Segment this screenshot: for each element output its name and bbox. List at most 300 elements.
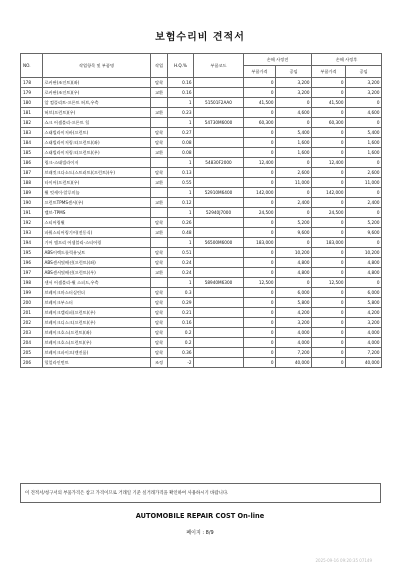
row-work: 교환 xyxy=(151,178,168,188)
row-after-part-price: 0 xyxy=(312,348,346,358)
row-hq: 0.16 xyxy=(168,78,194,88)
row-work: 탈착 xyxy=(151,258,168,268)
row-after-labor: 4,800 xyxy=(346,268,382,278)
row-hq: 0.13 xyxy=(168,168,194,178)
row-item-name: 힐얼라인먼트 xyxy=(43,358,151,368)
row-part-code xyxy=(194,318,244,328)
row-before-labor: 0 xyxy=(276,118,312,128)
row-part-code xyxy=(194,258,244,268)
row-hq: 0.2 xyxy=(168,338,194,348)
row-no: 197 xyxy=(21,268,43,278)
table-row xyxy=(21,358,382,368)
row-item-name: 스티어링휠 xyxy=(43,218,151,228)
table-row xyxy=(21,248,382,258)
row-before-part-price: 183,000 xyxy=(244,238,276,248)
row-item-name: 기어 앰프리 어셈블리-스티어링 xyxy=(43,238,151,248)
row-before-part-price: 0 xyxy=(244,308,276,318)
row-after-part-price: 0 xyxy=(312,298,346,308)
row-hq: 1 xyxy=(168,188,194,198)
row-work: 탈착 xyxy=(151,78,168,88)
row-before-part-price: 0 xyxy=(244,228,276,238)
row-work: 탈착 xyxy=(151,318,168,328)
row-item-name: 파워스티어링기어(전동식) xyxy=(43,228,151,238)
row-no: 179 xyxy=(21,88,43,98)
row-after-labor: 2,400 xyxy=(346,198,382,208)
row-hq: 0.21 xyxy=(168,308,194,318)
row-no: 203 xyxy=(21,328,43,338)
row-before-labor: 5,800 xyxy=(276,298,312,308)
row-before-part-price: 41,500 xyxy=(244,98,276,108)
row-part-code xyxy=(194,328,244,338)
row-before-part-price: 0 xyxy=(244,298,276,308)
row-before-labor: 3,200 xyxy=(276,88,312,98)
table-row xyxy=(21,188,382,198)
header-after-assessment: 손해 사정후 xyxy=(312,54,382,66)
row-before-labor: 40,000 xyxy=(276,358,312,368)
row-before-part-price: 0 xyxy=(244,258,276,268)
header-hq: H.Q.% xyxy=(168,54,194,78)
table-row xyxy=(21,288,382,298)
row-before-labor: 7,200 xyxy=(276,348,312,358)
row-item-name: 스태빌라이저링크(프런트)(좌) xyxy=(43,138,151,148)
row-part-code xyxy=(194,108,244,118)
row-before-part-price: 60,300 xyxy=(244,118,276,128)
row-work: 탈착 xyxy=(151,168,168,178)
row-work: 탈착 xyxy=(151,248,168,258)
table-row xyxy=(21,348,382,358)
row-before-labor: 3,200 xyxy=(276,78,312,88)
row-before-labor: 1,600 xyxy=(276,138,312,148)
header-part-code: 부품코드 xyxy=(194,54,244,78)
row-after-part-price: 0 xyxy=(312,258,346,268)
row-before-labor: 2,400 xyxy=(276,198,312,208)
row-hq: 0.08 xyxy=(168,148,194,158)
row-after-part-price: 0 xyxy=(312,248,346,258)
row-work: 교환 xyxy=(151,198,168,208)
table-row xyxy=(21,78,382,88)
row-after-part-price: 12,500 xyxy=(312,278,346,288)
row-after-labor: 2,600 xyxy=(346,168,382,178)
row-before-labor: 2,600 xyxy=(276,168,312,178)
row-after-labor: 5,200 xyxy=(346,218,382,228)
header-before-part-price: 부품가격 xyxy=(244,66,276,78)
row-part-code xyxy=(194,228,244,238)
row-before-part-price: 0 xyxy=(244,128,276,138)
row-before-part-price: 0 xyxy=(244,108,276,118)
row-hq: 0.48 xyxy=(168,228,194,238)
row-hq: 0.08 xyxy=(168,138,194,148)
row-part-code xyxy=(194,178,244,188)
row-hq: 0.2 xyxy=(168,328,194,338)
row-part-code xyxy=(194,198,244,208)
row-after-part-price: 0 xyxy=(312,78,346,88)
row-no: 186 xyxy=(21,158,43,168)
row-work xyxy=(151,118,168,128)
row-no: 184 xyxy=(21,138,43,148)
row-before-part-price: 0 xyxy=(244,198,276,208)
table-row xyxy=(21,308,382,318)
row-before-part-price: 0 xyxy=(244,318,276,328)
row-item-name: 스태빌라이저바(프런트) xyxy=(43,128,151,138)
row-work xyxy=(151,238,168,248)
table-row xyxy=(21,168,382,178)
row-after-part-price: 0 xyxy=(312,268,346,278)
row-work: 탈착 xyxy=(151,338,168,348)
row-item-name: 브레이크파이프(엔진룸) xyxy=(43,348,151,358)
row-item-name: 로커판(조인트)(좌) xyxy=(43,78,151,88)
row-after-labor: 0 xyxy=(346,98,382,108)
row-after-labor: 4,200 xyxy=(346,308,382,318)
row-work: 조정 xyxy=(151,358,168,368)
row-hq: 1 xyxy=(168,238,194,248)
row-before-part-price: 0 xyxy=(244,178,276,188)
row-after-labor: 3,200 xyxy=(346,88,382,98)
row-no: 180 xyxy=(21,98,43,108)
row-after-part-price: 0 xyxy=(312,198,346,208)
row-part-code: 52940J7000 xyxy=(194,208,244,218)
row-no: 201 xyxy=(21,308,43,318)
row-before-labor: 0 xyxy=(276,158,312,168)
page-number: 페이지 : 8/9 xyxy=(186,530,214,536)
row-hq: 0.26 xyxy=(168,218,194,228)
row-after-labor: 1,600 xyxy=(346,148,382,158)
table-row xyxy=(21,158,382,168)
table-row xyxy=(21,108,382,118)
row-part-code xyxy=(194,88,244,98)
row-no: 189 xyxy=(21,188,43,198)
row-before-part-price: 0 xyxy=(244,88,276,98)
row-work: 탈착 xyxy=(151,348,168,358)
row-after-labor: 0 xyxy=(346,158,382,168)
row-part-code: 54730M6000 xyxy=(194,118,244,128)
row-no: 190 xyxy=(21,198,43,208)
row-item-name: 브래킷크다소드(스트러트)(프런트)(우) xyxy=(43,168,151,178)
row-hq: 0.24 xyxy=(168,268,194,278)
row-after-labor: 9,600 xyxy=(346,228,382,238)
row-no: 181 xyxy=(21,108,43,118)
row-part-code xyxy=(194,148,244,158)
row-after-labor: 4,000 xyxy=(346,328,382,338)
footer-title: AUTOMOBILE REPAIR COST On-line xyxy=(135,512,265,520)
row-hq: 0.55 xyxy=(168,178,194,188)
row-after-part-price: 0 xyxy=(312,218,346,228)
row-before-labor: 4,000 xyxy=(276,328,312,338)
row-before-part-price: 0 xyxy=(244,138,276,148)
table-row xyxy=(21,178,382,188)
row-item-name: 앞 컴플리트-프론트 허브,우측 xyxy=(43,98,151,108)
row-no: 206 xyxy=(21,358,43,368)
row-after-labor: 40,000 xyxy=(346,358,382,368)
row-part-code xyxy=(194,298,244,308)
row-work: 교환 xyxy=(151,148,168,158)
row-after-part-price: 0 xyxy=(312,128,346,138)
row-no: 183 xyxy=(21,128,43,138)
row-no: 192 xyxy=(21,218,43,228)
row-part-code xyxy=(194,168,244,178)
row-work: 교환 xyxy=(151,108,168,118)
row-after-part-price: 0 xyxy=(312,358,346,368)
row-before-part-price: 142,000 xyxy=(244,188,276,198)
row-item-name: 브레이크디스크(프런트)(우) xyxy=(43,318,151,328)
row-after-part-price: 0 xyxy=(312,88,346,98)
row-before-labor: 5,200 xyxy=(276,218,312,228)
header-item-name: 작업항목 및 부품명 xyxy=(43,54,151,78)
header-work: 작업 xyxy=(151,54,168,78)
row-before-part-price: 0 xyxy=(244,348,276,358)
header-after-part-price: 부품가격 xyxy=(312,66,346,78)
row-after-part-price: 0 xyxy=(312,288,346,298)
table-row xyxy=(21,218,382,228)
row-after-labor: 10,200 xyxy=(346,248,382,258)
row-before-part-price: 0 xyxy=(244,328,276,338)
row-work xyxy=(151,278,168,288)
row-work xyxy=(151,158,168,168)
row-after-labor: 5,400 xyxy=(346,128,382,138)
row-no: 199 xyxy=(21,288,43,298)
row-after-labor: 4,000 xyxy=(346,338,382,348)
row-after-labor: 7,200 xyxy=(346,348,382,358)
row-after-part-price: 0 xyxy=(312,148,346,158)
row-hq: 0.27 xyxy=(168,128,194,138)
row-work: 탈착 xyxy=(151,328,168,338)
row-after-part-price: 0 xyxy=(312,338,346,348)
row-hq: -2 xyxy=(168,358,194,368)
row-before-part-price: 12,400 xyxy=(244,158,276,168)
row-after-part-price: 12,400 xyxy=(312,158,346,168)
row-before-part-price: 12,500 xyxy=(244,278,276,288)
row-before-labor: 0 xyxy=(276,238,312,248)
row-item-name: 브레이크캘리퍼(프런트)(우) xyxy=(43,308,151,318)
row-work xyxy=(151,188,168,198)
row-after-part-price: 0 xyxy=(312,168,346,178)
row-hq: 1 xyxy=(168,278,194,288)
row-before-labor: 0 xyxy=(276,98,312,108)
row-item-name: 허브(프런트)(우) xyxy=(43,108,151,118)
table-row xyxy=(21,98,382,108)
row-no: 187 xyxy=(21,168,43,178)
header-before-assessment: 손해 사정전 xyxy=(244,54,312,66)
row-item-name: 브레이크호스(프런트)(좌) xyxy=(43,328,151,338)
header-before-labor: 공임 xyxy=(276,66,312,78)
row-hq: 0.16 xyxy=(168,318,194,328)
row-after-part-price: 60,300 xyxy=(312,118,346,128)
row-after-labor: 4,600 xyxy=(346,108,382,118)
row-before-labor: 0 xyxy=(276,208,312,218)
row-after-labor: 5,800 xyxy=(346,298,382,308)
row-hq: 0.3 xyxy=(168,288,194,298)
row-hq: 0.12 xyxy=(168,198,194,208)
table-row xyxy=(21,228,382,238)
row-item-name: 브레이크부스터 xyxy=(43,298,151,308)
row-hq: 0.36 xyxy=(168,348,194,358)
row-item-name: 브레이크호스(프런트)(우) xyxy=(43,338,151,348)
table-row xyxy=(21,338,382,348)
row-part-code: 56500M6000 xyxy=(194,238,244,248)
row-before-part-price: 0 xyxy=(244,338,276,348)
table-row xyxy=(21,328,382,338)
row-after-part-price: 0 xyxy=(312,328,346,338)
row-after-labor: 4,800 xyxy=(346,258,382,268)
row-before-labor: 0 xyxy=(276,188,312,198)
row-part-code xyxy=(194,128,244,138)
table-row xyxy=(21,148,382,158)
row-work xyxy=(151,98,168,108)
row-item-name: ABS이렉드롤릭유닛트 xyxy=(43,248,151,258)
row-no: 198 xyxy=(21,278,43,288)
row-item-name: 밸브-TPMS xyxy=(43,208,151,218)
row-hq: 0.23 xyxy=(168,108,194,118)
row-before-labor: 1,600 xyxy=(276,148,312,158)
row-after-part-price: 0 xyxy=(312,318,346,328)
row-before-labor: 6,000 xyxy=(276,288,312,298)
row-before-labor: 3,200 xyxy=(276,318,312,328)
row-after-part-price: 0 xyxy=(312,308,346,318)
row-part-code xyxy=(194,308,244,318)
row-before-part-price: 0 xyxy=(244,268,276,278)
row-part-code xyxy=(194,268,244,278)
row-part-code xyxy=(194,218,244,228)
row-work: 탈착 xyxy=(151,298,168,308)
row-after-labor: 1,600 xyxy=(346,138,382,148)
row-work xyxy=(151,208,168,218)
row-item-name: 브레이크마스터실린더 xyxy=(43,288,151,298)
row-before-labor: 9,600 xyxy=(276,228,312,238)
row-item-name: 타이어(프런트)(우) xyxy=(43,178,151,188)
row-work: 교환 xyxy=(151,228,168,238)
row-no: 205 xyxy=(21,348,43,358)
row-after-labor: 3,200 xyxy=(346,318,382,328)
row-no: 182 xyxy=(21,118,43,128)
row-no: 202 xyxy=(21,318,43,328)
row-before-labor: 4,800 xyxy=(276,268,312,278)
row-after-part-price: 0 xyxy=(312,108,346,118)
table-row xyxy=(21,318,382,328)
row-no: 188 xyxy=(21,178,43,188)
row-after-part-price: 142,000 xyxy=(312,188,346,198)
row-before-part-price: 0 xyxy=(244,168,276,178)
row-work: 교환 xyxy=(151,88,168,98)
row-hq: 1 xyxy=(168,208,194,218)
row-part-code: 52910M6400 xyxy=(194,188,244,198)
row-after-part-price: 183,000 xyxy=(312,238,346,248)
print-timestamp: 2025-09-16 09:20:35 07149 xyxy=(315,558,372,563)
row-hq: 0.51 xyxy=(168,248,194,258)
row-part-code xyxy=(194,338,244,348)
row-before-labor: 4,200 xyxy=(276,308,312,318)
row-work: 탈착 xyxy=(151,288,168,298)
table-row xyxy=(21,238,382,248)
row-item-name: 프런트TPMS센서(우) xyxy=(43,198,151,208)
estimate-table xyxy=(20,53,382,368)
row-before-part-price: 0 xyxy=(244,358,276,368)
row-part-code: 54830F2000 xyxy=(194,158,244,168)
row-work: 교환 xyxy=(151,268,168,278)
row-hq: 0.29 xyxy=(168,298,194,308)
row-hq: 1 xyxy=(168,118,194,128)
row-before-part-price: 0 xyxy=(244,288,276,298)
row-no: 194 xyxy=(21,238,43,248)
row-item-name: ABS센서및배선(프런트)(좌) xyxy=(43,258,151,268)
row-part-code xyxy=(194,358,244,368)
row-after-labor: 0 xyxy=(346,278,382,288)
table-row xyxy=(21,208,382,218)
row-after-part-price: 41,500 xyxy=(312,98,346,108)
row-part-code xyxy=(194,348,244,358)
row-item-name: 로커판(조인트)(우) xyxy=(43,88,151,98)
document-title: 보험수리비 견적서 xyxy=(155,32,245,43)
row-no: 193 xyxy=(21,228,43,238)
row-after-labor: 0 xyxy=(346,118,382,128)
row-hq: 1 xyxy=(168,158,194,168)
row-no: 185 xyxy=(21,148,43,158)
row-item-name: 휠 엇세이-알루미늄 xyxy=(43,188,151,198)
price-notice: 이 견적서/청구서의 부품가격은 참고 가격이므로 거래일 기준 실거래가격을 확인하여 사용하시기 바랍니다. xyxy=(20,483,381,503)
row-after-labor: 0 xyxy=(346,238,382,248)
table-row xyxy=(21,138,382,148)
row-after-part-price: 0 xyxy=(312,138,346,148)
row-hq: 1 xyxy=(168,98,194,108)
table-row xyxy=(21,198,382,208)
row-work: 탈착 xyxy=(151,128,168,138)
table-row xyxy=(21,298,382,308)
row-after-labor: 0 xyxy=(346,188,382,198)
row-before-part-price: 24,500 xyxy=(244,208,276,218)
row-before-part-price: 0 xyxy=(244,218,276,228)
table-row xyxy=(21,88,382,98)
row-item-name: 링크-스태빌라이저 xyxy=(43,158,151,168)
row-before-labor: 10,200 xyxy=(276,248,312,258)
table-row xyxy=(21,268,382,278)
row-before-labor: 11,000 xyxy=(276,178,312,188)
row-hq: 0.16 xyxy=(168,88,194,98)
row-no: 178 xyxy=(21,78,43,88)
row-part-code xyxy=(194,288,244,298)
row-before-labor: 5,400 xyxy=(276,128,312,138)
row-after-part-price: 0 xyxy=(312,228,346,238)
estimate-rows xyxy=(21,78,382,368)
row-work: 탈착 xyxy=(151,308,168,318)
row-part-code: 51501F2AA0 xyxy=(194,98,244,108)
row-after-labor: 6,000 xyxy=(346,288,382,298)
row-before-labor: 0 xyxy=(276,278,312,288)
row-hq: 0.24 xyxy=(168,258,194,268)
row-after-part-price: 0 xyxy=(312,178,346,188)
row-after-labor: 0 xyxy=(346,208,382,218)
row-before-part-price: 0 xyxy=(244,78,276,88)
row-before-part-price: 0 xyxy=(244,248,276,258)
row-part-code xyxy=(194,248,244,258)
table-row xyxy=(21,118,382,128)
table-row xyxy=(21,278,382,288)
row-before-part-price: 0 xyxy=(244,148,276,158)
row-work: 탈착 xyxy=(151,138,168,148)
row-part-code xyxy=(194,78,244,88)
row-item-name: ABS센서및배선(프런트)(우) xyxy=(43,268,151,278)
header-no: NO. xyxy=(21,54,43,78)
row-part-code xyxy=(194,138,244,148)
row-part-code: 58940M6300 xyxy=(194,278,244,288)
row-before-labor: 4,600 xyxy=(276,108,312,118)
row-before-labor: 4,000 xyxy=(276,338,312,348)
row-no: 204 xyxy=(21,338,43,348)
header-after-labor: 공임 xyxy=(346,66,382,78)
row-no: 200 xyxy=(21,298,43,308)
row-no: 191 xyxy=(21,208,43,218)
table-row xyxy=(21,128,382,138)
row-no: 195 xyxy=(21,248,43,258)
row-work: 탈착 xyxy=(151,218,168,228)
row-after-labor: 3,200 xyxy=(346,78,382,88)
